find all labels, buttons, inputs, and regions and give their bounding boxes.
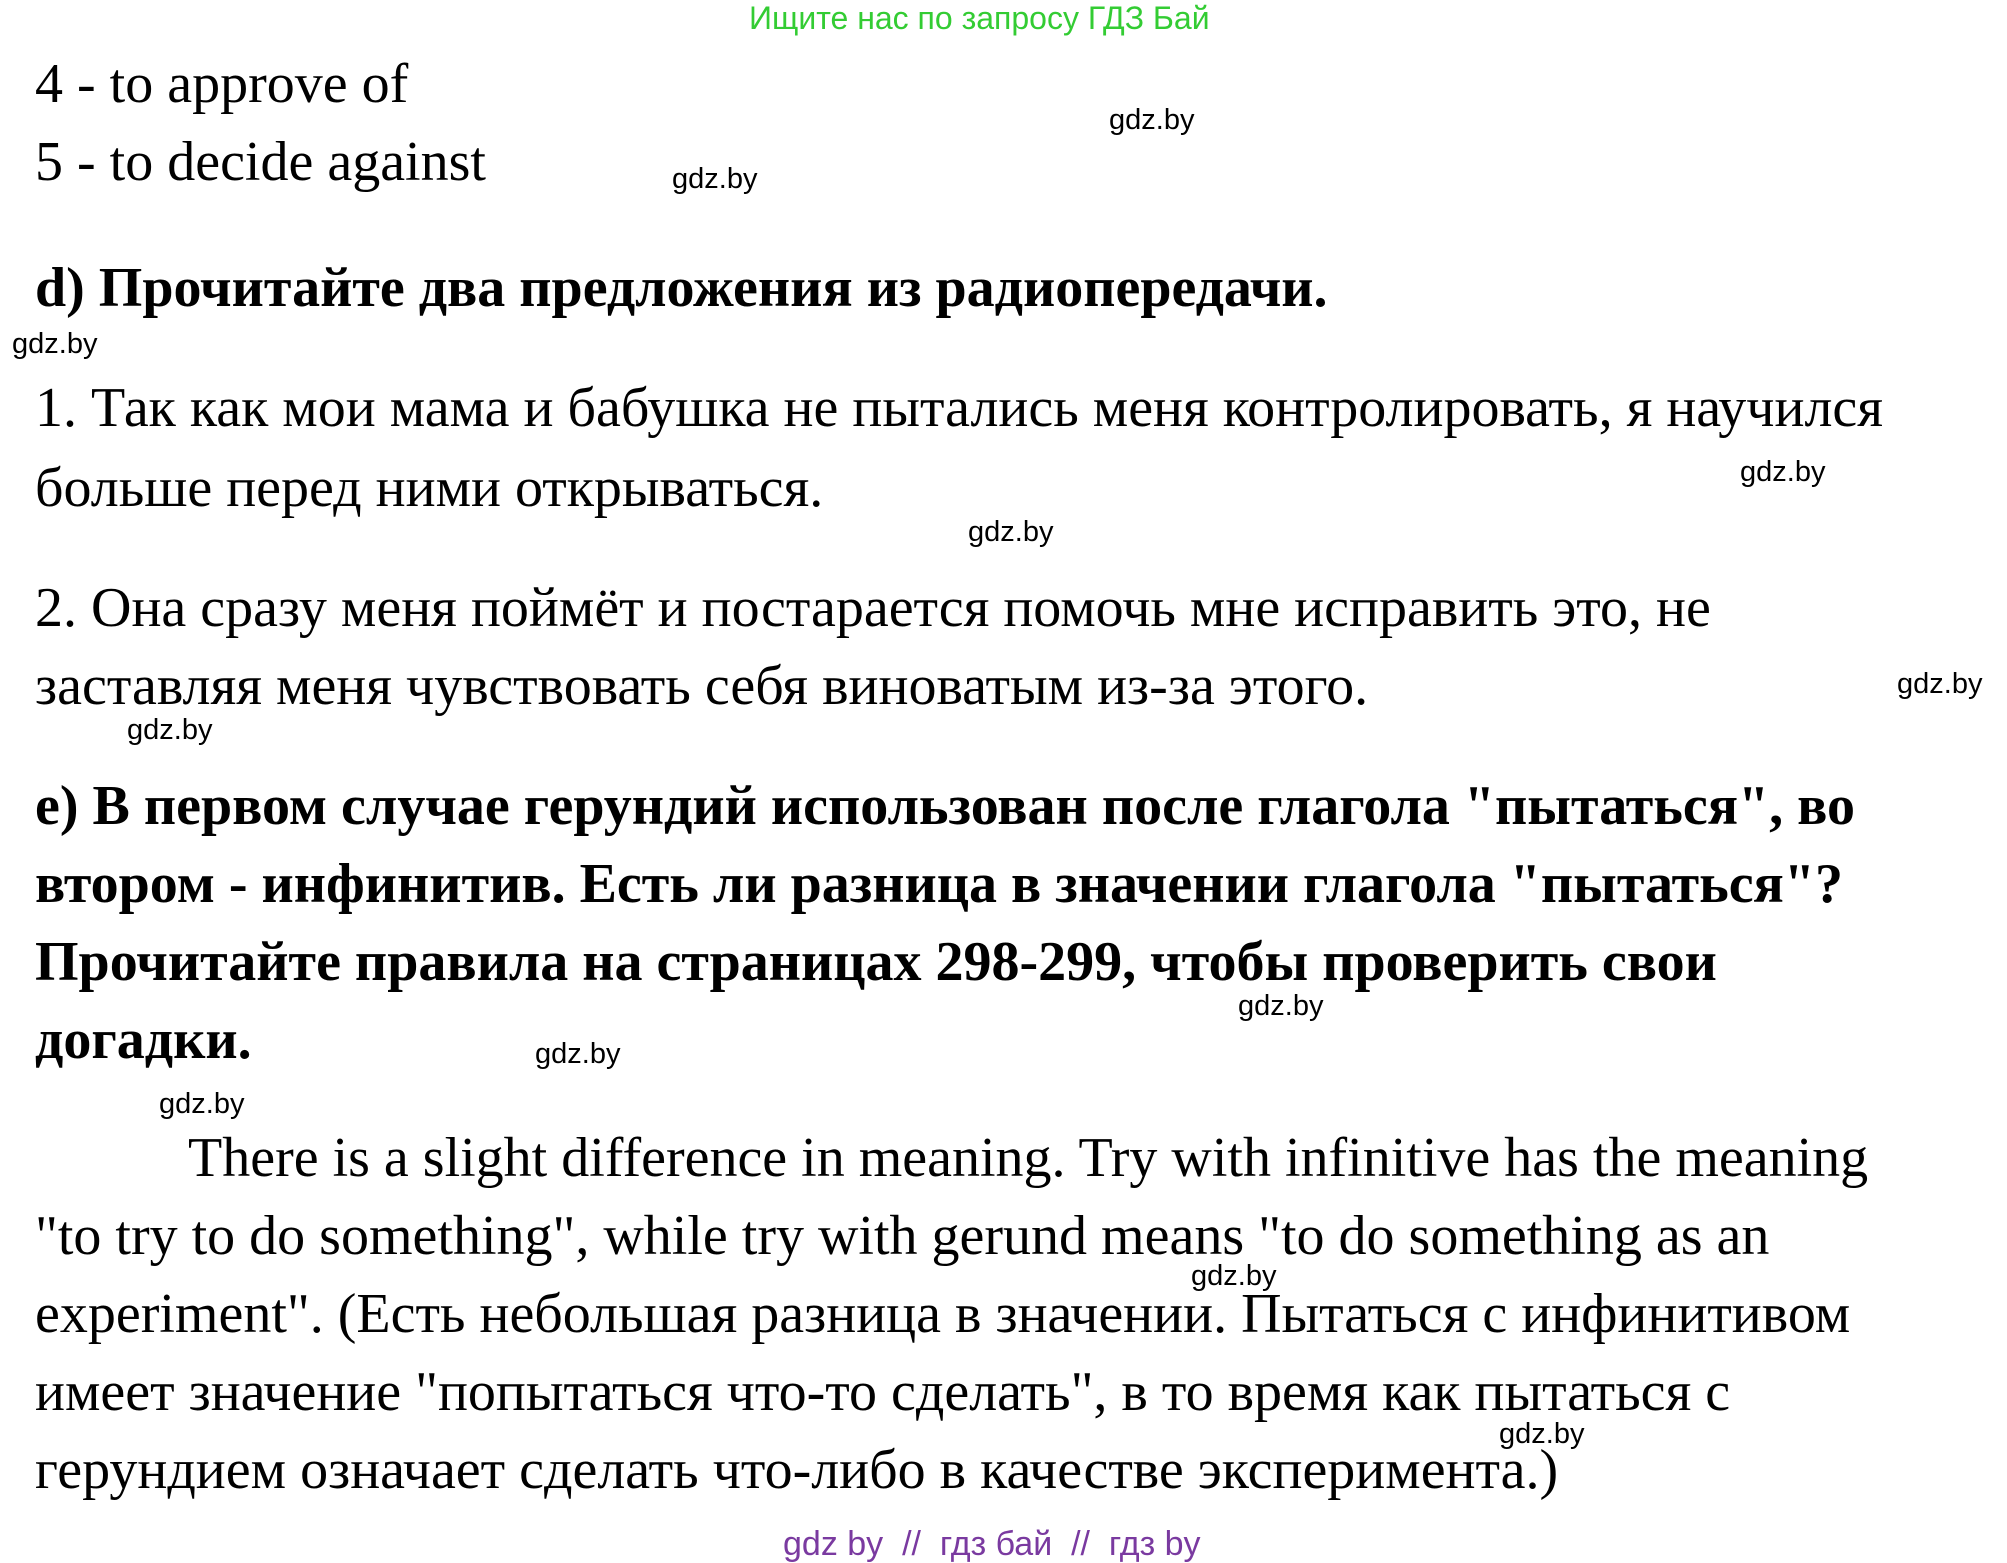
list-item: 4 - to approve of: [35, 53, 409, 115]
watermark: gdz.by: [12, 328, 98, 360]
section-d-heading: d) Прочитайте два предложения из радиопередачи.: [35, 257, 1328, 319]
sentence-1-line: больше перед ними открываться.: [35, 457, 824, 519]
watermark: gdz.by: [1191, 1260, 1277, 1292]
answer-line: имеет значение "попытаться что-то сделать", в то время как пытаться с: [35, 1361, 1731, 1423]
answer-line: experiment". (Есть небольшая разница в значении. Пытаться с инфинитивом: [35, 1283, 1851, 1345]
answer-line: "to try to do something", while try with gerund means "to do something as an: [35, 1205, 1770, 1267]
answer-line: There is a slight difference in meaning. Try with infinitive has the meaning: [188, 1127, 1869, 1189]
section-e-heading-line: втором - инфинитив. Есть ли разница в значении глагола "пытаться"?: [35, 853, 1843, 915]
watermark: gdz.by: [672, 163, 758, 195]
watermark: gdz.by: [1109, 104, 1195, 136]
watermark: gdz.by: [1897, 668, 1983, 700]
footer-links: gdz by // гдз бай // гдз by: [783, 1525, 1201, 1563]
watermark: gdz.by: [1499, 1418, 1585, 1450]
section-e-heading-line: догадки.: [35, 1009, 252, 1071]
section-e-heading-line: Прочитайте правила на страницах 298-299, чтобы проверить свои: [35, 931, 1717, 993]
watermark: gdz.by: [1238, 990, 1324, 1022]
search-banner: Ищите нас по запросу ГДЗ Бай: [749, 0, 1210, 36]
watermark: gdz.by: [127, 714, 213, 746]
watermark: gdz.by: [535, 1038, 621, 1070]
answer-line: герундием означает сделать что-либо в качестве эксперимента.): [35, 1439, 1559, 1501]
watermark: gdz.by: [1740, 456, 1826, 488]
watermark: gdz.by: [968, 516, 1054, 548]
sentence-2-line: 2. Она сразу меня поймёт и постарается помочь мне исправить это, не: [35, 577, 1711, 639]
sentence-2-line: заставляя меня чувствовать себя виноватым из-за этого.: [35, 655, 1369, 717]
watermark: gdz.by: [159, 1088, 245, 1120]
list-item: 5 - to decide against: [35, 131, 486, 193]
sentence-1-line: 1. Так как мои мама и бабушка не пытались меня контролировать, я научился: [35, 377, 1883, 439]
section-e-heading-line: e) В первом случае герундий использован после глагола "пытаться", во: [35, 775, 1855, 837]
